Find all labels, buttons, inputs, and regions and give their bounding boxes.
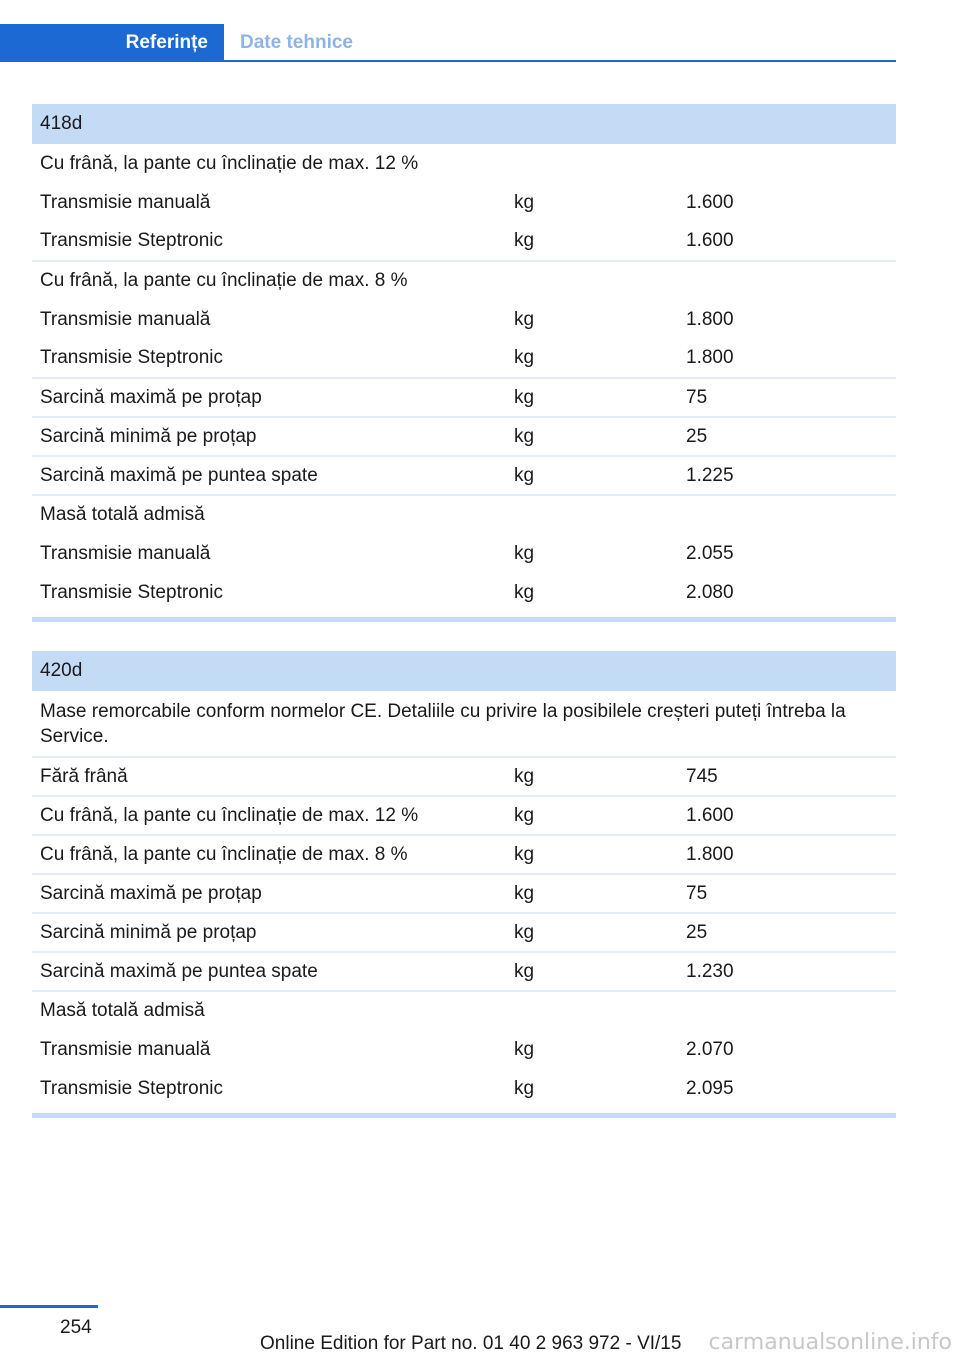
table-row [32, 261, 896, 300]
row-value: 2.080 [686, 581, 734, 603]
row-value: 2.055 [686, 542, 734, 564]
table-row [32, 144, 896, 183]
row-unit: kg [506, 757, 678, 796]
table-title: 420d [32, 651, 896, 691]
row-label: Transmisie Steptronic [40, 581, 224, 603]
table-row [32, 183, 896, 222]
row-value [678, 144, 896, 183]
table-title-row [32, 104, 896, 144]
row-value: 1.800 [678, 835, 896, 874]
row-value: 1.230 [678, 952, 896, 991]
row-label: Masă totală admisă [40, 504, 205, 525]
row-value: 75 [678, 874, 896, 913]
row-unit [506, 261, 678, 300]
row-unit: kg [506, 913, 678, 952]
row-label: Sarcină minimă pe proțap [32, 417, 506, 456]
row-value: 25 [678, 913, 896, 952]
row-label: Sarcină maximă pe proțap [32, 378, 506, 417]
row-label: Transmisie manuală [40, 1038, 211, 1060]
table-row [32, 534, 896, 573]
row-unit: kg [514, 191, 535, 213]
table-row [32, 300, 896, 339]
row-value: 25 [678, 417, 896, 456]
row-value: 1.600 [678, 222, 896, 261]
table-row [32, 796, 896, 835]
row-label: Cu frână, la pante cu înclinație de max. 12 % [32, 796, 506, 835]
row-unit: kg [514, 542, 535, 564]
table-row [32, 222, 896, 261]
table-row [32, 835, 896, 874]
spec-table-420d [32, 651, 896, 1108]
edition-text: Online Edition for Part no. 01 40 2 963 972 - VI/15 [260, 1333, 682, 1354]
row-unit: kg [514, 1038, 535, 1060]
watermark: carmanualsonline.info [708, 1330, 952, 1355]
row-value: 2.095 [686, 1077, 734, 1099]
row-label: Transmisie Steptronic [32, 222, 506, 261]
row-unit: kg [506, 874, 678, 913]
row-label: Masă totală admisă [40, 1000, 205, 1021]
row-label: Sarcină maximă pe puntea spate [32, 952, 506, 991]
table-title: 418d [32, 104, 896, 144]
tab-referinte[interactable]: Referințe [0, 24, 224, 62]
row-value: 745 [678, 757, 896, 796]
table-row [32, 1069, 896, 1108]
row-value: 1.800 [686, 308, 734, 330]
table-row [32, 339, 896, 378]
row-unit [506, 495, 678, 534]
row-unit: kg [506, 339, 678, 378]
row-value: 1.600 [678, 796, 896, 835]
table-note-row [32, 691, 896, 757]
table-row [32, 1030, 896, 1069]
row-value: 1.225 [678, 456, 896, 495]
row-label: Sarcină minimă pe proțap [32, 913, 506, 952]
row-value: 1.800 [678, 339, 896, 378]
row-label: Transmisie manuală [40, 308, 211, 330]
table-end-bar [32, 617, 896, 622]
table-row [32, 573, 896, 612]
row-label: Sarcină maximă pe puntea spate [32, 456, 506, 495]
table-row [32, 378, 896, 417]
row-value: 1.600 [686, 191, 734, 213]
table-row [32, 456, 896, 495]
row-value [678, 991, 896, 1030]
table-title-row [32, 651, 896, 691]
table-row [32, 913, 896, 952]
table-row [32, 952, 896, 991]
table-row [32, 417, 896, 456]
row-label: Sarcină maximă pe proțap [32, 874, 506, 913]
table-row [32, 874, 896, 913]
row-label: Cu frână, la pante cu înclinație de max. 8 % [40, 270, 408, 291]
row-value: 75 [678, 378, 896, 417]
row-unit [506, 144, 678, 183]
table-note: Mase remorcabile conform normelor CE. Detaliile cu privire la posibilele creșteri puteți întreba la Service. [32, 691, 896, 757]
row-unit: kg [506, 952, 678, 991]
row-label: Transmisie manuală [40, 542, 211, 564]
table-end-bar [32, 1113, 896, 1118]
row-value [678, 495, 896, 534]
table-row [32, 757, 896, 796]
page-number: 254 [60, 1317, 92, 1338]
row-unit: kg [506, 456, 678, 495]
row-unit: kg [514, 581, 535, 603]
row-value [678, 261, 896, 300]
row-value: 2.070 [686, 1038, 734, 1060]
row-unit: kg [506, 796, 678, 835]
table-row [32, 991, 896, 1030]
row-label: Transmisie Steptronic [40, 1077, 224, 1099]
row-label: Cu frână, la pante cu înclinație de max. 8 % [32, 835, 506, 874]
row-label: Transmisie manuală [40, 191, 211, 213]
spec-table-418d [32, 104, 896, 612]
row-unit: kg [506, 835, 678, 874]
footer-accent-line [0, 1305, 98, 1308]
row-unit: kg [506, 378, 678, 417]
table-row [32, 495, 896, 534]
page-header [0, 24, 896, 62]
row-unit: kg [506, 417, 678, 456]
row-unit: kg [514, 308, 535, 330]
tab-date-tehnice[interactable]: Date tehnice [240, 32, 353, 53]
row-label: Fără frână [32, 757, 506, 796]
row-unit [506, 991, 678, 1030]
row-unit: kg [514, 1077, 535, 1099]
row-label: Cu frână, la pante cu înclinație de max. 12 % [40, 152, 419, 174]
row-label: Transmisie Steptronic [32, 339, 506, 378]
row-unit: kg [506, 222, 678, 261]
